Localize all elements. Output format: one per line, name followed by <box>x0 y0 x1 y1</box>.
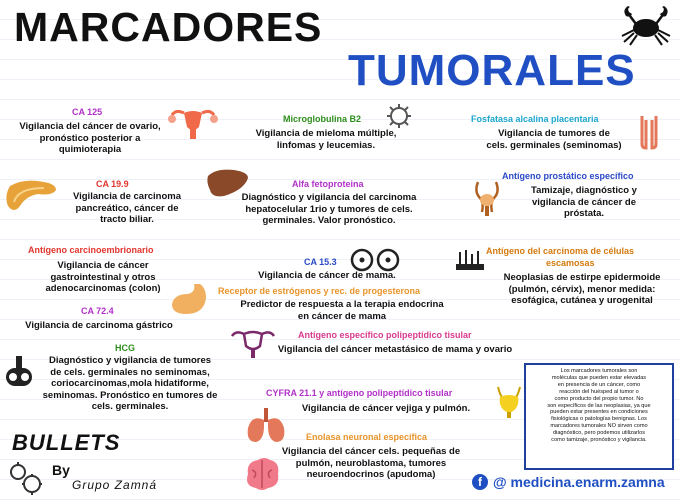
prostate-icon <box>470 178 504 218</box>
alfa-fetoproteina-label: Alfa fetoproteina <box>292 179 364 189</box>
alfa-fetoproteina-description: Diagnóstico y vigilancia del carcinoma hepatocelular 1rio y tumores de cels. germinales. Valor pronóstico. <box>241 192 417 226</box>
brain-icon <box>242 456 282 494</box>
cyfra-label: CYFRA 21.1 y antígeno polipeptídico tisular <box>266 388 453 398</box>
tps-label: Antígeno específico polipeptídico tisular <box>298 330 472 340</box>
fosfatasa-description: Vigilancia de tumores de cels. germinales (seminomas) <box>486 128 622 151</box>
enolasa-label: Enolasa neuronal específica <box>306 432 428 442</box>
brand-grupo: Grupo Zamná <box>72 478 158 492</box>
lungs-icon <box>244 406 288 446</box>
microglobulina-label: Microglobulina B2 <box>283 114 362 124</box>
crab-icon <box>618 2 674 46</box>
skin-icon <box>454 246 486 274</box>
social-handle-text: @ medicina.enarm.zamna <box>493 474 665 490</box>
fosfatasa-label: Fosfatasa alcalina placentaria <box>471 114 599 124</box>
uterus-icon <box>166 103 220 143</box>
testis-icon <box>638 114 660 150</box>
bladder-icon <box>494 385 524 419</box>
ca125-label: CA 125 <box>72 107 103 117</box>
scc-label-line1: Antígeno del carcinoma de células <box>486 246 635 256</box>
scc-label-line2: escamosas <box>546 258 595 268</box>
page-title-line2: TUMORALES <box>348 46 636 95</box>
cyfra-description: Vigilancia de cáncer vejiga y pulmón. <box>301 403 471 414</box>
ca724-label: CA 72.4 <box>81 306 114 316</box>
ca724-description: Vigilancia de carcinoma gástrico <box>25 320 173 331</box>
page-title-line1: MARCADORES <box>14 4 323 50</box>
receptor-label: Receptor de estrógenos y rec. de progesterona <box>218 286 421 296</box>
hcg-label: HCG <box>115 343 135 353</box>
microglobulina-description: Vigilancia de mieloma múltiple, linfomas y leucemias. <box>255 128 397 151</box>
ca125-description: Vigilancia del cáncer de ovario, pronóstico posterior a quimioterapia <box>19 121 161 155</box>
tps-description: Vigilancia del cáncer metastásico de mama y ovario <box>277 344 513 355</box>
brand-by: By <box>52 462 70 478</box>
enolasa-description: Vigilancia del cáncer cels. pequeñas de pulmón, neuroblastoma, tumores neuroendocrinos (apudoma) <box>281 446 461 480</box>
stomach-icon <box>166 282 210 316</box>
virus-cluster-icon <box>6 458 44 498</box>
ca153-description: Vigilancia de cáncer de mama. <box>258 270 396 281</box>
ca199-label: CA 19.9 <box>96 179 129 189</box>
facebook-icon: f <box>472 474 488 490</box>
breast-icon <box>348 248 402 272</box>
cea-label: Antígeno carcinoembrionario <box>28 245 154 255</box>
receptor-description: Predictor de respuesta a la terapia endocrina en cáncer de mama <box>240 299 444 322</box>
prostatico-description: Tamizaje, diagnóstico y vigilancia de cáncer de próstata. <box>531 185 637 219</box>
prostatico-label: Antígeno prostático específico <box>502 171 634 181</box>
info-note: Los marcadores tumorales son moléculas que pueden estar elevadas en presencia de un cáncer, como reacción del huésped al tumor o como producto del propio tumor. No son específicos de las neoplasias, ya que pueden estar presentes en condiciones fisiológicas o patologías benignas. Los marcadores tumorales NO sirven como diagnóstico, pero podemos utilizarlos como tamizaje, pronóstico y vigilancia. <box>524 363 674 470</box>
cea-description: Vigilancia de cáncer gastrointestinal y otros adenocarcinomas (colon) <box>45 260 161 294</box>
virus-icon <box>382 102 416 130</box>
hcg-description: Diagnóstico y vigilancia de tumores de cels. germinales no seminomas, coriocarcinomas,mola hidatiforme, seminomas. Pronóstico en tumores de cels. germinales. <box>42 355 218 412</box>
social-handle[interactable] <box>472 474 665 490</box>
scc-description: Neoplasias de estirpe epidermoide (pulmón, cérvix), menor medida: esofágica, cutánea y urogenital <box>503 272 661 306</box>
brand-bullets: BULLETS <box>12 430 121 455</box>
ca199-description: Vigilancia de carcinoma pancreático, cáncer de tracto biliar. <box>72 191 182 225</box>
ca153-label: CA 15.3 <box>304 257 337 267</box>
